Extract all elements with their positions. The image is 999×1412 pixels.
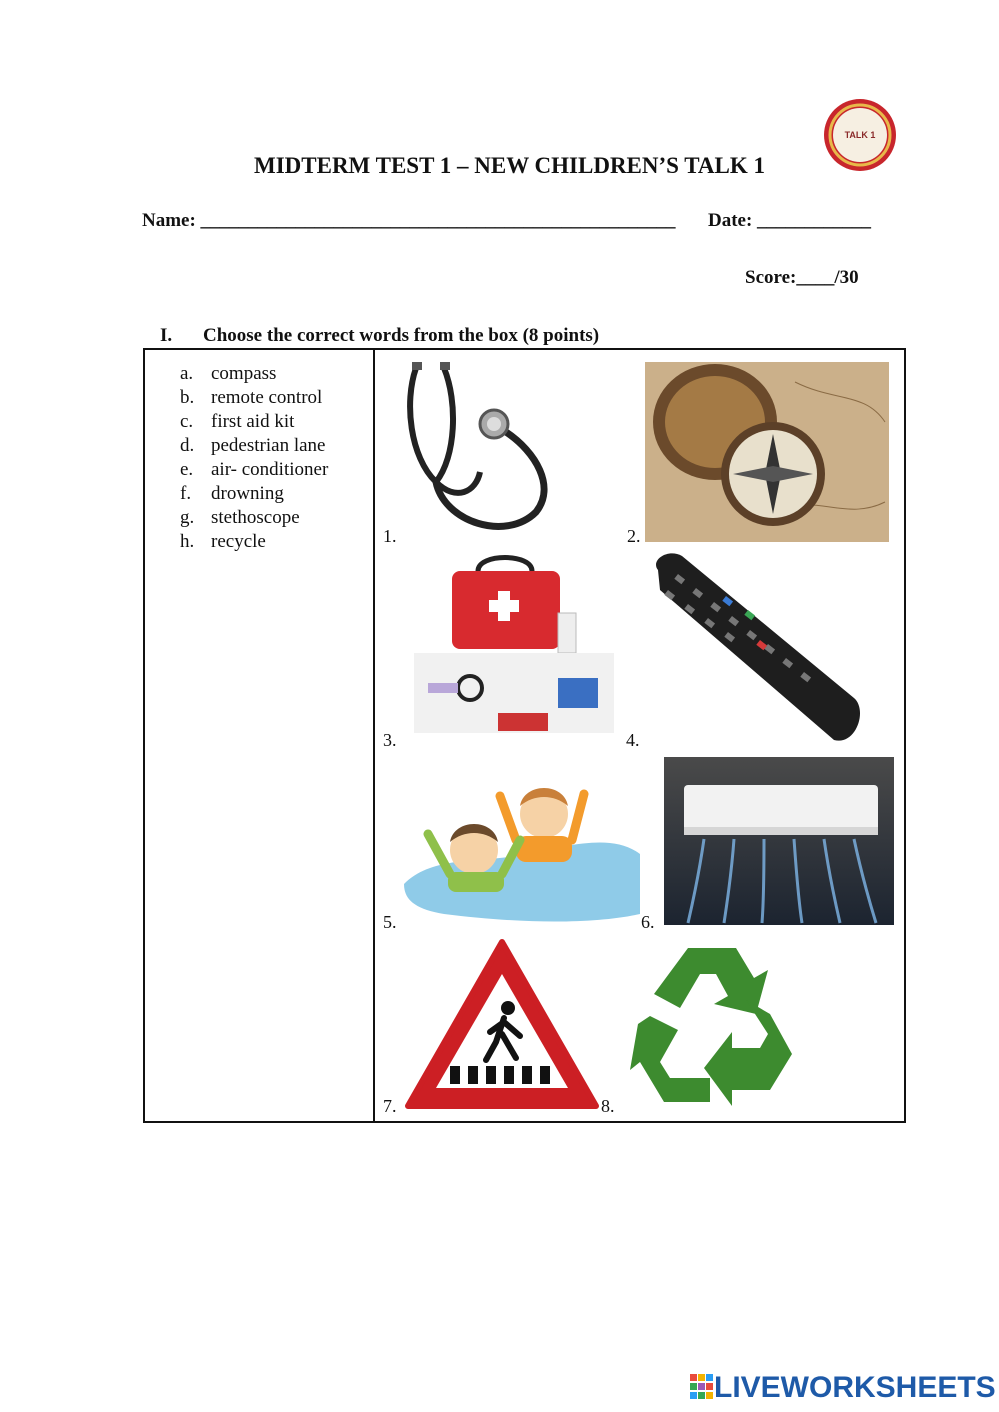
list-item <box>180 506 328 530</box>
recycle-picture <box>626 938 798 1110</box>
word-letter: g. <box>180 507 195 528</box>
section-title: Choose the correct words from the box (8 points) <box>203 325 600 346</box>
word-letter: f. <box>180 483 192 504</box>
picture-number: 3. <box>383 730 397 750</box>
word-text: air- conditioner <box>211 459 329 480</box>
word-letter: c. <box>180 411 194 432</box>
list-item <box>180 434 328 458</box>
picture-number: 4. <box>626 730 640 750</box>
compass-picture <box>645 362 889 542</box>
section-number: I. <box>160 325 173 346</box>
picture-number: 5. <box>383 912 397 932</box>
word-letter: b. <box>180 387 195 408</box>
svg-text:TALK 1: TALK 1 <box>844 130 876 140</box>
first-aid-kit-picture <box>408 553 622 743</box>
school-logo <box>820 97 900 173</box>
liveworksheets-logo <box>690 1372 996 1404</box>
liveworksheets-icon <box>690 1374 714 1402</box>
brand-text: LIVEWORKSHEETS <box>714 1371 996 1404</box>
word-list <box>180 362 328 554</box>
word-text: drowning <box>211 483 284 504</box>
word-text: remote control <box>211 387 323 408</box>
column-divider <box>373 348 375 1123</box>
list-item <box>180 458 328 482</box>
date-field[interactable]: Date: ____________ <box>708 210 872 231</box>
word-letter: a. <box>180 363 194 384</box>
stethoscope-picture <box>396 362 550 540</box>
picture-number: 8. <box>601 1096 615 1116</box>
list-item <box>180 410 328 434</box>
word-letter: e. <box>180 459 194 480</box>
pedestrian-lane-picture <box>404 938 600 1114</box>
air-conditioner-picture <box>664 757 894 925</box>
word-letter: h. <box>180 531 195 552</box>
word-text: first aid kit <box>211 411 295 432</box>
list-item <box>180 530 328 554</box>
list-item <box>180 386 328 410</box>
name-field[interactable]: Name: __________________________________________________ <box>142 210 676 231</box>
picture-number: 7. <box>383 1096 397 1116</box>
word-letter: d. <box>180 435 195 456</box>
word-text: recycle <box>211 531 266 552</box>
list-item <box>180 362 328 386</box>
word-text: stethoscope <box>211 507 300 528</box>
picture-number: 2. <box>627 526 641 546</box>
drowning-picture <box>404 774 640 924</box>
list-item <box>180 482 328 506</box>
picture-number: 6. <box>641 912 655 932</box>
remote-control-picture <box>648 550 864 746</box>
word-text: pedestrian lane <box>211 435 326 456</box>
score-field[interactable]: Score:____/30 <box>745 267 859 288</box>
page-title: MIDTERM TEST 1 – NEW CHILDREN’S TALK 1 <box>254 153 766 178</box>
picture-number: 1. <box>383 526 397 546</box>
word-text: compass <box>211 363 277 384</box>
